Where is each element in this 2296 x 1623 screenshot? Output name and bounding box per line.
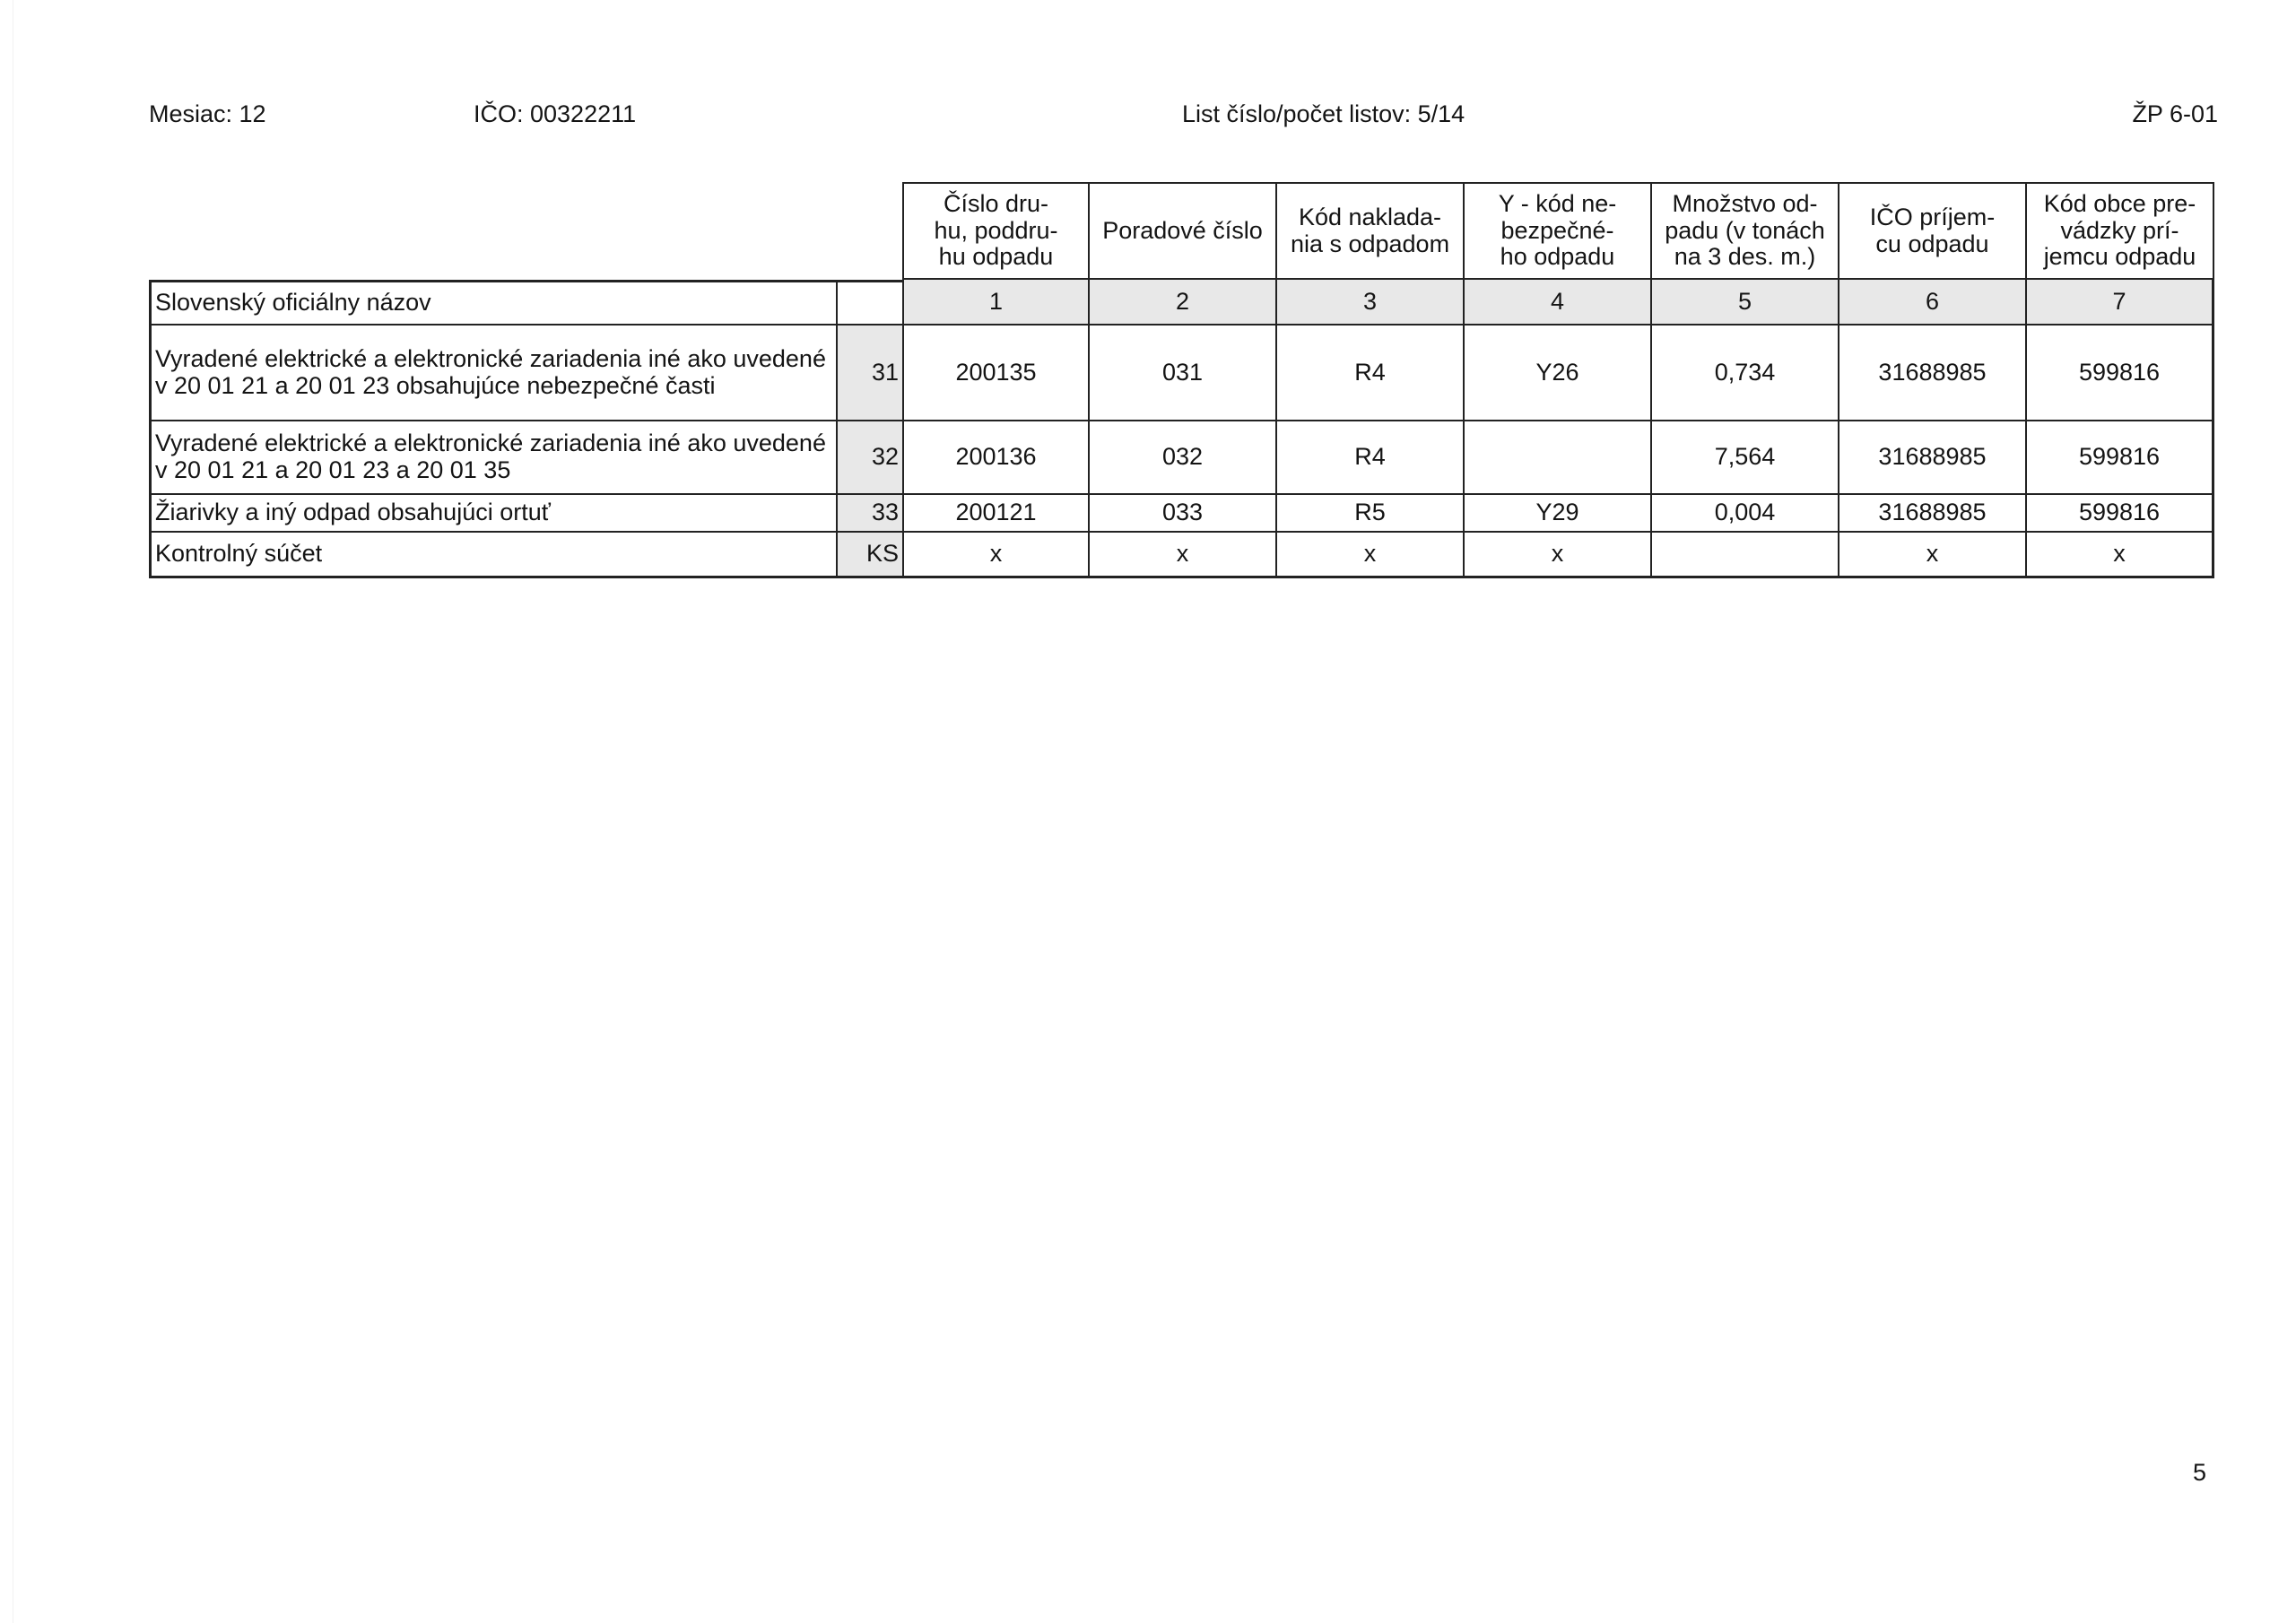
- table-cell: 7,564: [1652, 421, 1839, 495]
- table-cell: 200135: [902, 325, 1090, 421]
- table-cell: 31688985: [1839, 421, 2027, 495]
- column-header: [1839, 182, 2027, 280]
- column-header-label: Y - kód ne- bezpečné- ho odpadu: [1498, 189, 1617, 271]
- table-cell: 31688985: [1839, 325, 2027, 421]
- row-code: 31: [838, 325, 902, 421]
- column-header: [1465, 182, 1652, 280]
- table-header-blank: [149, 182, 902, 280]
- column-header: [2027, 182, 2214, 280]
- column-header-label: Kód obce pre- vádzky prí- jemcu odpadu: [2043, 189, 2196, 271]
- column-header: [1090, 182, 1277, 280]
- row-name: [149, 533, 838, 578]
- row-code: KS: [838, 533, 902, 578]
- month-label: Mesiac: 12: [149, 100, 266, 127]
- ico-label: IČO: 00322211: [474, 100, 637, 127]
- row-name-text: Vyradené elektrické a elektronické zariadenia iné ako uvedené v 20 01 21 a 20 01 23 obsahujúce nebezpečné časti: [155, 344, 826, 399]
- table-cell: 0,004: [1652, 495, 1839, 533]
- column-header-label: Poradové číslo: [1102, 216, 1263, 244]
- column-number: 4: [1465, 280, 1652, 325]
- table-cell: 31688985: [1839, 495, 2027, 533]
- row-name: [149, 325, 838, 421]
- column-header: [902, 182, 1090, 280]
- row-name-text: Žiarivky a iný odpad obsahujúci ortuť: [155, 499, 551, 526]
- code-column-header: [838, 280, 902, 325]
- table-cell: R5: [1277, 495, 1465, 533]
- waste-table: [149, 182, 2214, 578]
- table-cell: x: [1465, 533, 1652, 578]
- table-cell: 031: [1090, 325, 1277, 421]
- table-cell: 599816: [2027, 495, 2214, 533]
- table-cell: 032: [1090, 421, 1277, 495]
- table-cell: x: [1090, 533, 1277, 578]
- sheet-number-label: List číslo/počet listov: 5/14: [1182, 100, 1465, 127]
- column-header: [1277, 182, 1465, 280]
- table-cell: R4: [1277, 421, 1465, 495]
- table-cell: x: [1839, 533, 2027, 578]
- column-number: 5: [1652, 280, 1839, 325]
- table-cell: x: [902, 533, 1090, 578]
- column-number: 7: [2027, 280, 2214, 325]
- row-name: [149, 421, 838, 495]
- column-number: 6: [1839, 280, 2027, 325]
- table-cell: R4: [1277, 325, 1465, 421]
- table-cell: 599816: [2027, 325, 2214, 421]
- column-number: 2: [1090, 280, 1277, 325]
- column-header-label: IČO príjem- cu odpadu: [1869, 203, 1996, 257]
- column-number: 1: [902, 280, 1090, 325]
- column-number: 3: [1277, 280, 1465, 325]
- table-cell: 033: [1090, 495, 1277, 533]
- form-code-label: ŽP 6-01: [2132, 100, 2218, 127]
- name-column-header: [149, 280, 838, 325]
- table-cell: Y26: [1465, 325, 1652, 421]
- table-cell: 200121: [902, 495, 1090, 533]
- column-header-label: Množstvo od- padu (v tonách na 3 des. m.): [1665, 189, 1825, 271]
- row-code: 32: [838, 421, 902, 495]
- table-cell: x: [2027, 533, 2214, 578]
- table-cell: 0,734: [1652, 325, 1839, 421]
- table-cell: Y29: [1465, 495, 1652, 533]
- column-header: [1652, 182, 1839, 280]
- name-column-header-label: Slovenský oficiálny názov: [155, 289, 431, 317]
- column-header-label: Číslo dru- hu, poddru- hu odpadu: [934, 189, 1058, 271]
- table-cell: 200136: [902, 421, 1090, 495]
- table-cell: [1652, 533, 1839, 578]
- table-cell: x: [1277, 533, 1465, 578]
- table-cell: [1465, 421, 1652, 495]
- row-name: [149, 495, 838, 533]
- row-name-text: Kontrolný súčet: [155, 540, 323, 568]
- page-number: 5: [2193, 1459, 2207, 1486]
- row-code: 33: [838, 495, 902, 533]
- table-cell: 599816: [2027, 421, 2214, 495]
- row-name-text: Vyradené elektrické a elektronické zariadenia iné ako uvedené v 20 01 21 a 20 01 23 a 20 01 35: [155, 430, 826, 483]
- column-header-label: Kód naklada- nia s odpadom: [1290, 203, 1450, 257]
